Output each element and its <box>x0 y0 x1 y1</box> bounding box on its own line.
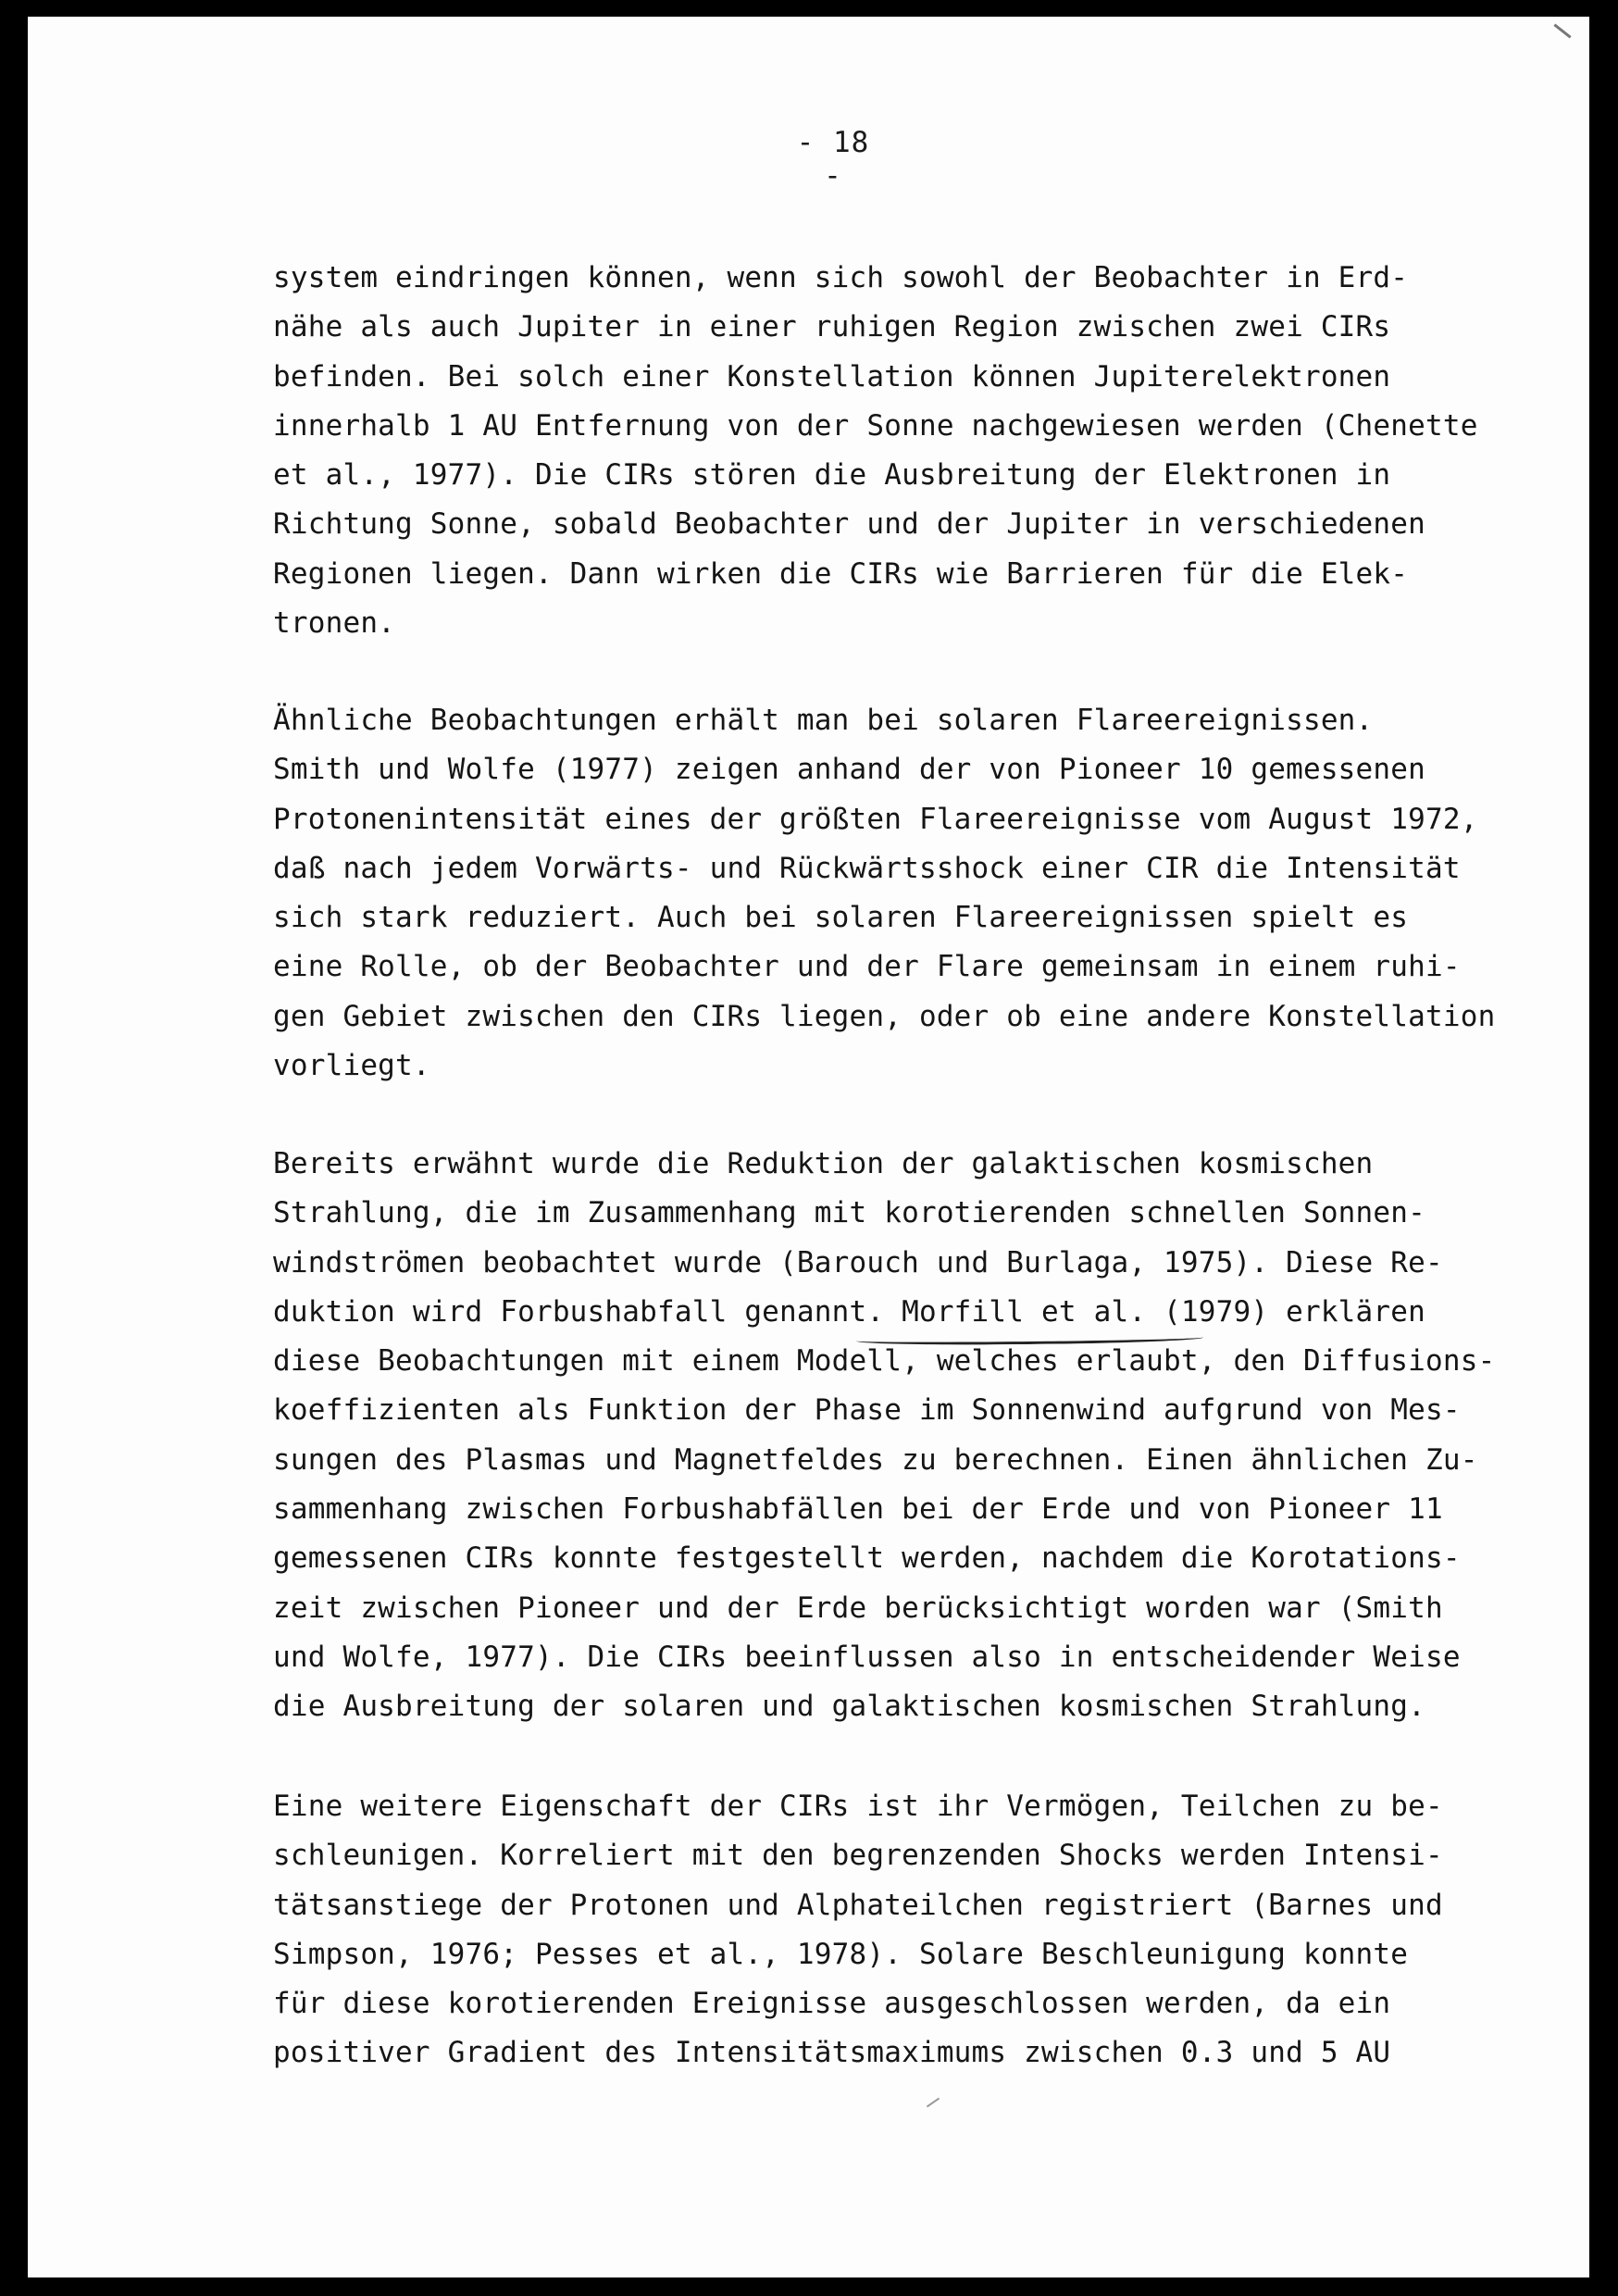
paragraph-4 <box>273 1782 1443 2078</box>
corner-scan-mark <box>1553 24 1571 39</box>
text-line: und Wolfe, 1977). Die CIRs beeinflussen also in entscheidender Weise <box>273 1640 1461 1674</box>
text-line: Strahlung, die im Zusammenhang mit korotierenden schnellen Sonnen- <box>273 1196 1425 1230</box>
text-line: für diese korotierenden Ereignisse ausgeschlossen werden, da ein <box>273 1987 1391 2021</box>
text-line: Simpson, 1976; Pesses et al., 1978). Solare Beschleunigung konnte <box>273 1937 1409 1971</box>
text-line: gen Gebiet zwischen den CIRs liegen, oder ob eine andere Konstellation <box>273 999 1496 1033</box>
page-number: - 18 - <box>796 126 870 193</box>
text-line: gemessenen CIRs konnte festgestellt werden, nachdem die Korotations- <box>273 1541 1461 1576</box>
text-line: et al., 1977). Die CIRs stören die Ausbreitung der Elektronen in <box>273 458 1391 493</box>
paragraph-3 <box>273 1140 1496 1732</box>
document-page <box>28 17 1589 2277</box>
text-line: vorliegt. <box>273 1049 430 1083</box>
text-line: tätsanstiege der Protonen und Alphateilchen registriert (Barnes und <box>273 1888 1443 1922</box>
text-line: nähe als auch Jupiter in einer ruhigen Region zwischen zwei CIRs <box>273 310 1391 344</box>
text-line: duktion wird Forbushabfall genannt. Morfill et al. (1979) erklären <box>273 1294 1425 1329</box>
text-line: innerhalb 1 AU Entfernung von der Sonne nachgewiesen werden (Chenette <box>273 408 1478 443</box>
text-line: schleunigen. Korreliert mit den begrenzenden Shocks werden Intensi- <box>273 1839 1443 1873</box>
text-line: sungen des Plasmas und Magnetfeldes zu berechnen. Einen ähnlichen Zu- <box>273 1442 1478 1477</box>
text-line: tronen. <box>273 606 396 641</box>
text-line: positiver Gradient des Intensitätsmaximums zwischen 0.3 und 5 AU <box>273 2036 1391 2070</box>
text-line: Protonenintensität eines der größten Flareereignisse vom August 1972, <box>273 802 1478 836</box>
text-line: system eindringen können, wenn sich sowohl der Beobachter in Erd- <box>273 261 1409 294</box>
text-line: Ähnliche Beobachtungen erhält man bei solaren Flareereignissen. <box>273 704 1374 737</box>
text-line: koeffizienten als Funktion der Phase im Sonnenwind aufgrund von Mes- <box>273 1393 1461 1428</box>
text-line: sich stark reduziert. Auch bei solaren Flareereignissen spielt es <box>273 901 1409 935</box>
text-line: die Ausbreitung der solaren und galaktischen kosmischen Strahlung. <box>273 1690 1425 1724</box>
text-line: sammenhang zwischen Forbushabfällen bei der Erde und von Pioneer 11 <box>273 1492 1443 1527</box>
text-line: diese Beobachtungen mit einem Modell, welches erlaubt, den Diffusions- <box>273 1344 1496 1379</box>
text-line: eine Rolle, ob der Beobachter und der Flare gemeinsam in einem ruhi- <box>273 950 1461 984</box>
paragraph-1 <box>273 254 1478 648</box>
text-line: befinden. Bei solch einer Konstellation können Jupiterelektronen <box>273 359 1391 393</box>
paragraph-2 <box>273 696 1496 1091</box>
text-line: daß nach jedem Vorwärts- und Rückwärtsshock einer CIR die Intensität <box>273 851 1461 885</box>
text-line: Richtung Sonne, sobald Beobachter und der Jupiter in verschiedenen <box>273 507 1425 542</box>
text-line: Bereits erwähnt wurde die Reduktion der galaktischen kosmischen <box>273 1147 1374 1180</box>
text-line: Eine weitere Eigenschaft der CIRs ist ihr Vermögen, Teilchen zu be- <box>273 1790 1443 1823</box>
text-line: zeit zwischen Pioneer und der Erde berücksichtigt worden war (Smith <box>273 1591 1443 1625</box>
text-line: Regionen liegen. Dann wirken die CIRs wie Barrieren für die Elek- <box>273 556 1409 591</box>
text-line: Smith und Wolfe (1977) zeigen anhand der von Pioneer 10 gemessenen <box>273 753 1425 787</box>
stray-pencil-mark <box>927 2098 940 2108</box>
text-line: windströmen beobachtet wurde (Barouch und Burlaga, 1975). Diese Re- <box>273 1245 1443 1279</box>
